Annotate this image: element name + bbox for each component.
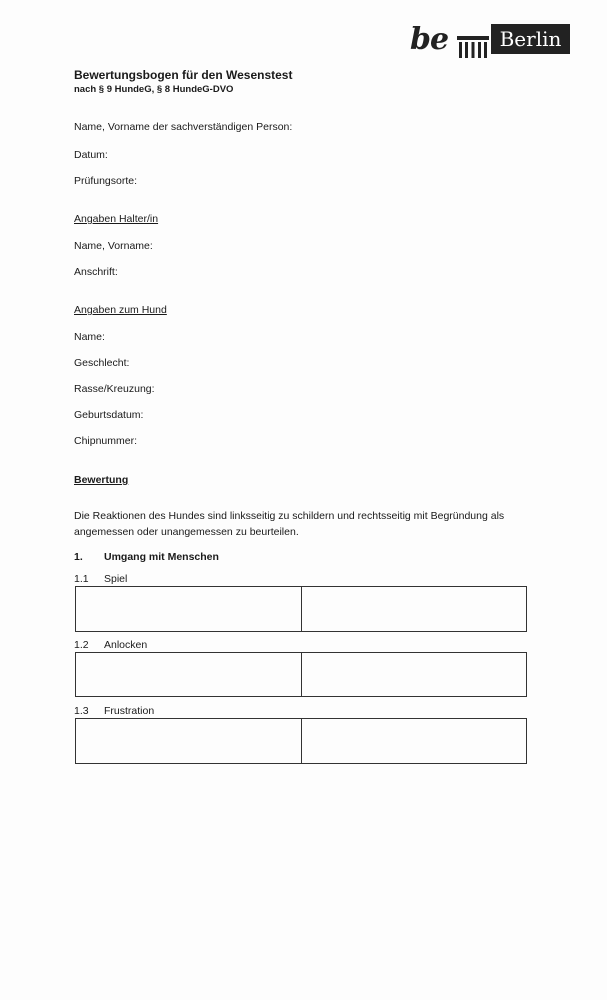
logo-berlin-box: Berlin bbox=[491, 24, 570, 54]
item-1-1-label: Spiel bbox=[104, 573, 128, 585]
field-test-locations: Prüfungsorte: bbox=[74, 175, 138, 187]
item-1-3-table bbox=[75, 718, 527, 764]
item-1-1-assessment-cell[interactable] bbox=[301, 587, 527, 631]
section-1-number: 1. bbox=[74, 551, 83, 563]
field-expert-name: Name, Vorname der sachverständigen Person: bbox=[74, 121, 293, 133]
item-1-3-number: 1.3 bbox=[74, 705, 89, 717]
item-1-1-heading bbox=[74, 573, 127, 585]
section-1-label: Umgang mit Menschen bbox=[104, 551, 219, 563]
item-1-2-label: Anlocken bbox=[104, 639, 148, 651]
item-1-2-heading bbox=[74, 639, 147, 651]
document-subtitle: nach § 9 HundeG, § 8 HundeG-DVO bbox=[74, 84, 234, 95]
field-date: Datum: bbox=[74, 149, 108, 161]
item-1-2-number: 1.2 bbox=[74, 639, 89, 651]
field-dog-breed: Rasse/Kreuzung: bbox=[74, 383, 155, 395]
item-1-3-assessment-cell[interactable] bbox=[301, 719, 527, 763]
field-dog-name: Name: bbox=[74, 331, 105, 343]
item-1-1-description-cell[interactable] bbox=[76, 587, 301, 631]
document-title: Bewertungsbogen für den Wesenstest bbox=[74, 68, 293, 82]
evaluation-intro: Die Reaktionen des Hundes sind linksseitig zu schildern und rechtsseitig mit Begründung als angemessen oder unangemessen zu beurteilen. bbox=[74, 510, 505, 538]
item-1-2-table bbox=[75, 652, 527, 697]
berlin-logo bbox=[410, 22, 562, 62]
item-1-1-table bbox=[75, 586, 527, 632]
evaluation-heading: Bewertung bbox=[74, 474, 129, 486]
field-dog-birthdate: Geburtsdatum: bbox=[74, 409, 144, 421]
item-1-3-description-cell[interactable] bbox=[76, 719, 301, 763]
field-holder-name: Name, Vorname: bbox=[74, 240, 153, 252]
section-1-heading bbox=[74, 551, 219, 563]
item-1-3-heading bbox=[74, 705, 154, 717]
logo-be-text: be bbox=[410, 22, 449, 57]
holder-heading: Angaben Halter/in bbox=[74, 213, 159, 225]
field-dog-chip: Chipnummer: bbox=[74, 435, 138, 447]
item-1-3-label: Frustration bbox=[104, 705, 155, 717]
item-1-1-number: 1.1 bbox=[74, 573, 89, 585]
brandenburg-gate-icon bbox=[457, 36, 489, 58]
item-1-2-assessment-cell[interactable] bbox=[301, 653, 527, 696]
field-holder-address: Anschrift: bbox=[74, 266, 118, 278]
field-dog-sex: Geschlecht: bbox=[74, 357, 130, 369]
dog-heading: Angaben zum Hund bbox=[74, 304, 167, 316]
item-1-2-description-cell[interactable] bbox=[76, 653, 301, 696]
